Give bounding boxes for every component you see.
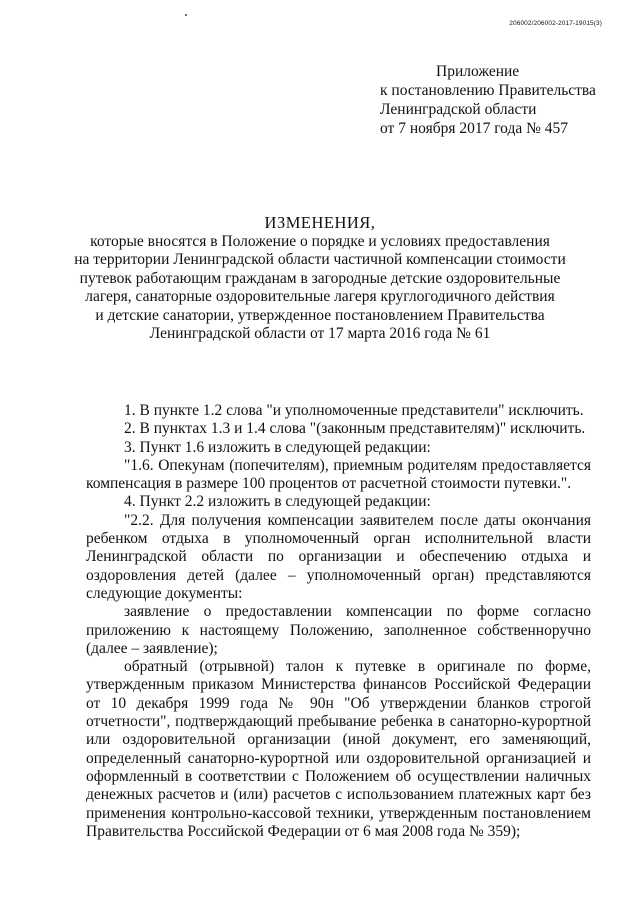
body-paragraph-voucher-stub: обратный (отрывной) талон к путевке в оригинале по форме, утвержденным приказом Министерства финансов Российской Федерации от 10 декабря 1999 года № 90н "Об утверждении бланков строгой отчетности", подтверждающий пребывание ребенка в санаторно-курортной или оздоровительной организации (иной документ, его заменяющий, определенный санаторно-курортной или оздоровительной организацией и оформленный в соответствии с Положением об осуществлении наличных денежных расчетов и (или) расчетов с использованием платежных карт без применения контрольно-кассовой техники, утвержденным постановлением Правительства Российской Федерации от 6 мая 2008 года № 359); [86, 658, 591, 840]
title-heading: ИЗМЕНЕНИЯ, [264, 213, 376, 232]
body-paragraph-3: 3. Пункт 1.6 изложить в следующей редакции: [124, 438, 431, 456]
appendix-date: от 7 ноября 2017 года № 457 [380, 120, 569, 137]
title-line: путевок работающим гражданам в загородные детские оздоровительные [79, 269, 561, 287]
appendix-block [380, 62, 620, 138]
appendix-region: Ленинградской области [380, 101, 537, 118]
title-line: которые вносятся в Положение о порядке и условиях предоставления [90, 232, 550, 250]
document-body [86, 402, 591, 841]
title-line: Ленинградской области от 17 марта 2016 года № 61 [149, 325, 491, 342]
appendix-resolution-ref: к постановлению Правительства [380, 82, 596, 99]
title-line: и детские санатории, утвержденное постановлением Правительства [95, 306, 545, 324]
document-title [60, 214, 580, 344]
body-paragraph-application: заявление о предоставлении компенсации по форме согласно приложению к настоящему Положению, заполненное собственноручно (далее – заявление); [86, 603, 591, 657]
body-paragraph-1: 1. В пункте 1.2 слова "и уполномоченные представители" исключить. [124, 402, 584, 419]
body-paragraph-quote-2-2: "2.2. Для получения компенсации заявителем после даты окончания ребенком отдыха в уполномоченный орган исполнительной власти Ленинградской области по организации и обеспечению отдыха и оздоровления детей (далее – уполномоченный орган) представляются следующие документы: [86, 511, 591, 602]
body-paragraph-quote-1-6: "1.6. Опекунам (попечителям), приемным родителям предоставляется компенсация в размере 100 процентов от расчетной стоимости путевки.". [86, 456, 591, 493]
title-line: лагеря, санаторные оздоровительные лагеря круглогодичного действия [85, 288, 555, 305]
appendix-label: Приложение [436, 63, 520, 80]
scan-speck [185, 14, 187, 16]
body-paragraph-4: 4. Пункт 2.2 изложить в следующей редакции: [124, 493, 431, 511]
title-line: на территории Ленинградской области частичной компенсации стоимости [74, 251, 566, 268]
document-registration-code: 206002/206002-2017-19015(3) [509, 20, 602, 27]
body-paragraph-2: 2. В пунктах 1.3 и 1.4 слова "(законным представителям)" исключить. [124, 420, 586, 438]
